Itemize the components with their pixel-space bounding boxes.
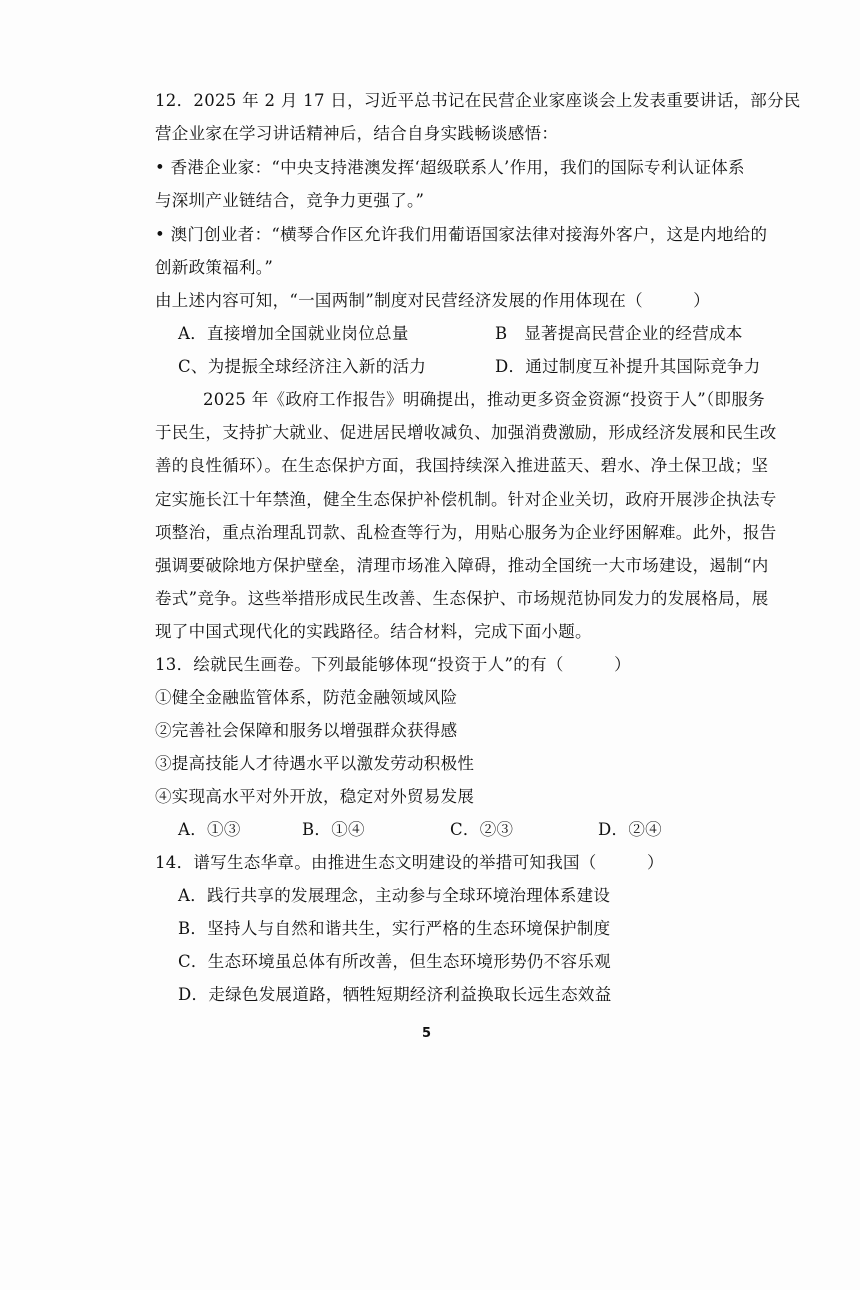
material-line-6: 强调要破除地方保护壁垒，清理市场准入障碍，推动全国统一大市场建设，遏制“内: [155, 556, 769, 575]
q13-item-3: ③提高技能人才待遇水平以激发劳动积极性: [155, 754, 475, 773]
q13-stem: 13．绘就民生画卷。下列最能够体现“投资于人”的有（ ）: [155, 655, 631, 674]
q13-option-a: A．①③: [178, 820, 241, 839]
q13-item-2: ②完善社会保障和服务以增强群众获得感: [155, 721, 458, 740]
q13-item-1: ①健全金融监管体系，防范金融领域风险: [155, 688, 458, 707]
q14-option-d: D．走绿色发展道路，牺牲短期经济利益换取长远生态效益: [178, 985, 612, 1004]
q12-option-c: C、为提振全球经济注入新的活力: [178, 357, 427, 376]
q12-bullet-1-line-2: 与深圳产业链结合，竞争力更强了。”: [155, 191, 425, 210]
q12-option-b: B 显著提高民营企业的经营成本: [495, 324, 743, 343]
material-line-5: 项整治，重点治理乱罚款、乱检查等行为，用贴心服务为企业纾困解难。此外，报告: [155, 523, 777, 542]
q12-stem: 由上述内容可知，“一国两制”制度对民营经济发展的作用体现在（ ）: [155, 291, 711, 310]
q12-option-d: D．通过制度互补提升其国际竞争力: [495, 357, 761, 376]
q13-option-b: B．①④: [302, 820, 365, 839]
q12-bullet-2-line-1: • 澳门创业者：“横琴合作区允许我们用葡语国家法律对接海外客户，这是内地给的: [155, 225, 768, 244]
material-line-4: 定实施长江十年禁渔，健全生态保护补偿机制。针对企业关切，政府开展涉企执法专: [155, 490, 777, 509]
q12-option-a: A．直接增加全国就业岗位总量: [178, 324, 409, 343]
page-number: 5: [422, 1026, 432, 1041]
q14-option-c: C．生态环境虽总体有所改善，但生态环境形势仍不容乐观: [178, 952, 611, 971]
q13-option-c: C．②③: [450, 820, 514, 839]
material-line-7: 卷式”竞争。这些举措形成民生改善、生态保护、市场规范协同发力的发展格局，展: [155, 589, 769, 608]
q12-line-1: 12．2025 年 2 月 17 日，习近平总书记在民营企业家座谈会上发表重要讲话，部分民: [155, 91, 801, 110]
material-line-2: 于民生，支持扩大就业、促进居民增收减负、加强消费激励，形成经济发展和民生改: [155, 423, 777, 442]
q14-option-b: B．坚持人与自然和谐共生，实行严格的生态环境保护制度: [178, 919, 611, 938]
q12-line-2: 营企业家在学习讲话精神后，结合自身实践畅谈感悟：: [155, 124, 559, 143]
q13-item-4: ④实现高水平对外开放，稳定对外贸易发展: [155, 787, 475, 806]
material-line-1: 2025 年《政府工作报告》明确提出，推动更多资金资源“投资于人”（即服务: [203, 390, 765, 409]
q12-bullet-1-line-1: • 香港企业家：“中央支持港澳发挥‘超级联系人’作用，我们的国际专利认证体系: [155, 158, 745, 177]
q14-option-a: A．践行共享的发展理念，主动参与全球环境治理体系建设: [178, 886, 611, 905]
material-line-8: 现了中国式现代化的实践路径。结合材料，完成下面小题。: [155, 622, 592, 641]
q14-stem: 14．谱写生态华章。由推进生态文明建设的举措可知我国（ ）: [155, 853, 664, 872]
material-line-3: 善的良性循环）。在生态保护方面，我国持续深入推进蓝天、碧水、净土保卫战；坚: [155, 456, 769, 475]
q12-bullet-2-line-2: 创新政策福利。”: [155, 258, 274, 277]
q13-option-d: D．②④: [598, 820, 662, 839]
